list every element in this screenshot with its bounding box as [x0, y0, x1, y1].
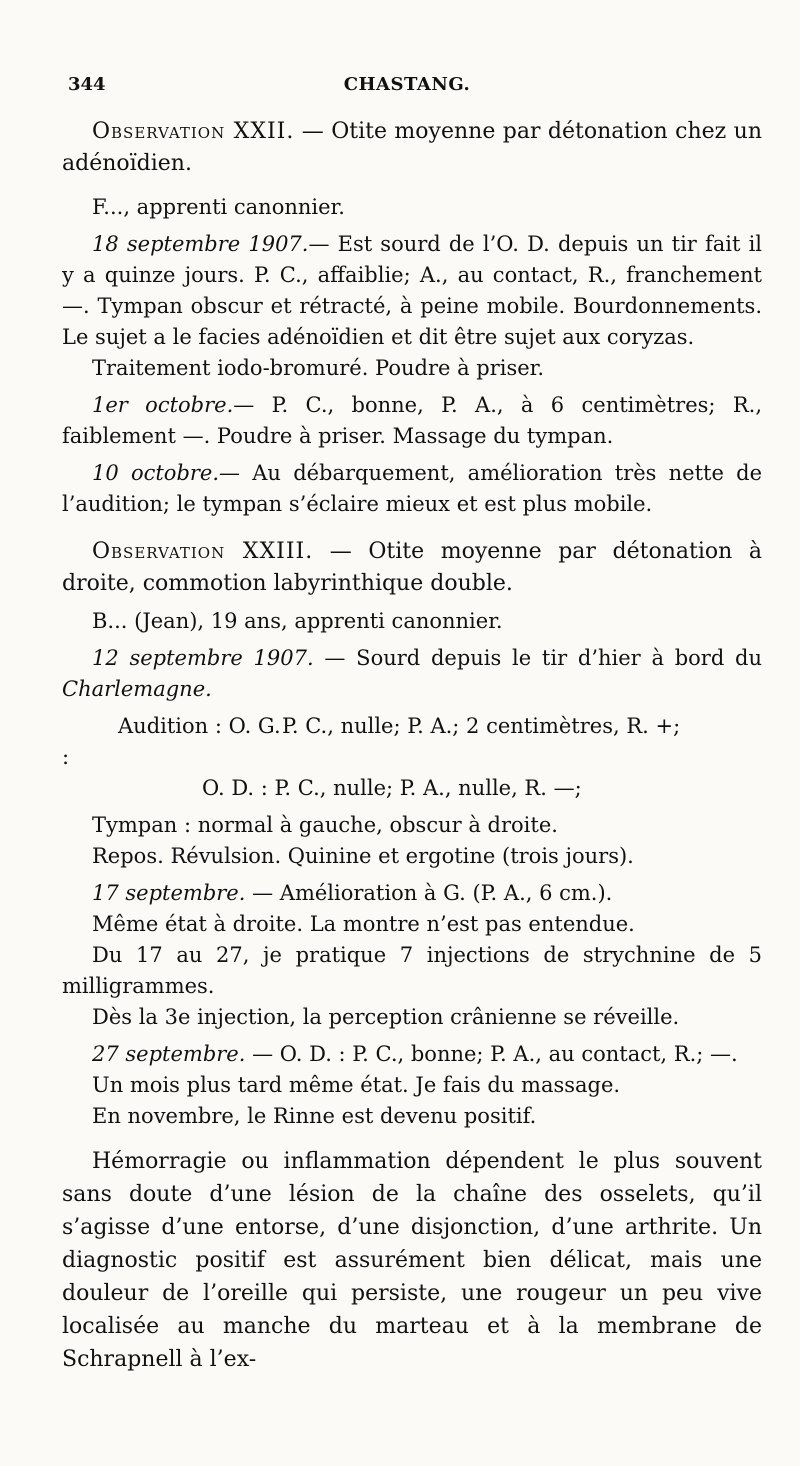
observation-23-text-7: Dès la 3e injection, la perception crânienne se réveille. — [92, 1005, 680, 1029]
page-number: 344 — [68, 74, 106, 95]
audition-og-row — [62, 711, 762, 773]
observation-22-entry-1 — [62, 229, 762, 353]
observation-23-entry-1 — [62, 643, 762, 705]
observation-22-patient: F..., apprenti canonnier. — [92, 195, 345, 219]
closing-paragraph: Hémorragie ou inflammation dépendent le plus souvent sans doute d’une lésion de la chaîne des osselets, qu’il s’agisse d’une entorse, d’une disjonction, d’une arthrite. Un diagnostic positif est assurément bien délicat, mais une douleur de l’oreille qui persiste, une rougeur un peu vive localisée au manche du marteau et à la membrane de Schrapnell à l’ex- — [62, 1149, 762, 1372]
observation-23-text-3: Repos. Révulsion. Quinine et ergotine (trois jours). — [92, 844, 634, 868]
observation-22-text-2: Traitement iodo-bromuré. Poudre à priser. — [92, 356, 545, 380]
observation-22 — [62, 116, 762, 520]
observation-23-text-5: Même état à droite. La montre n’est pas entendue. — [92, 912, 635, 936]
observation-23-patient: B... (Jean), 19 ans, apprenti canonnier. — [92, 609, 503, 633]
observation-22-title — [62, 116, 762, 180]
observation-23-entry-3 — [62, 1039, 762, 1070]
running-head: CHASTANG. — [343, 74, 471, 95]
observation-23-label: Observation XXIII. — [92, 539, 314, 564]
observation-22-text-3: — P. C., bonne, P. A., à 6 centimètres; R., faiblement —. Poudre à priser. Massage du tympan. — [62, 393, 762, 448]
observation-23-ship: Charlemagne. — [62, 677, 212, 701]
observation-23-text-4: — Amélioration à G. (P. A., 6 cm.). — [245, 881, 613, 905]
observation-22-label: Observation XXII. — [92, 119, 295, 144]
observation-23-date-2: 17 septembre. — [92, 881, 246, 905]
observation-23-text-10: En novembre, le Rinne est devenu positif. — [92, 1104, 537, 1128]
observation-23-date-1: 12 septembre 1907. — [92, 646, 314, 670]
observation-23-text-8: — O. D. : P. C., bonne; P. A., au contact, R.; —. — [245, 1042, 738, 1066]
observation-22-text-4: — Au débarquement, amélioration très nette de l’audition; le tympan s’éclaire mieux et est plus mobile. — [62, 461, 762, 516]
observation-23-text-9: Un mois plus tard même état. Je fais du massage. — [92, 1073, 621, 1097]
observation-23-entry-2 — [62, 878, 762, 909]
observation-22-title-rest: — Otite moyenne par détonation chez un adénoïdien. — [62, 119, 762, 176]
audition-od: O. D. : P. C., nulle; P. A., nulle, R. —; — [202, 776, 582, 800]
observation-23-text-2: Tympan : normal à gauche, obscur à droite. — [92, 813, 558, 837]
observation-23-text-6: Du 17 au 27, je pratique 7 injections de strychnine de 5 milligrammes. — [62, 943, 762, 998]
observation-23-title-rest: — Otite moyenne par détonation à droite, commotion labyrinthique double. — [62, 539, 762, 596]
observation-22-text-1: — Est sourd de l’O. D. depuis un tir fait il y a quinze jours. P. C., affaiblie; A., au contact, R., franchement —. Tympan obscur et rétracté, à peine mobile. Bourdonnements. Le sujet a le facies adénoïdien et dit être sujet aux coryzas. — [62, 232, 762, 349]
observation-22-date-1: 18 septembre 1907. — [92, 232, 309, 256]
observation-23-date-3: 27 septembre. — [92, 1042, 246, 1066]
audition-label: Audition : O. G. : — [62, 714, 281, 769]
observation-22-date-2: 1er octobre. — [92, 393, 234, 417]
observation-23-title — [62, 536, 762, 600]
observation-23-text-1: — Sourd depuis le tir d’hier à bord du — [313, 646, 763, 670]
observation-22-entry-3 — [62, 458, 762, 520]
closing-section — [62, 1145, 762, 1376]
observation-22-entry-2 — [62, 390, 762, 452]
page-header — [62, 74, 752, 102]
audition-og: P. C., nulle; P. A.; 2 centimètres, R. +; — [282, 714, 681, 738]
observation-23 — [62, 536, 762, 1132]
observation-22-date-3: 10 octobre. — [92, 461, 220, 485]
